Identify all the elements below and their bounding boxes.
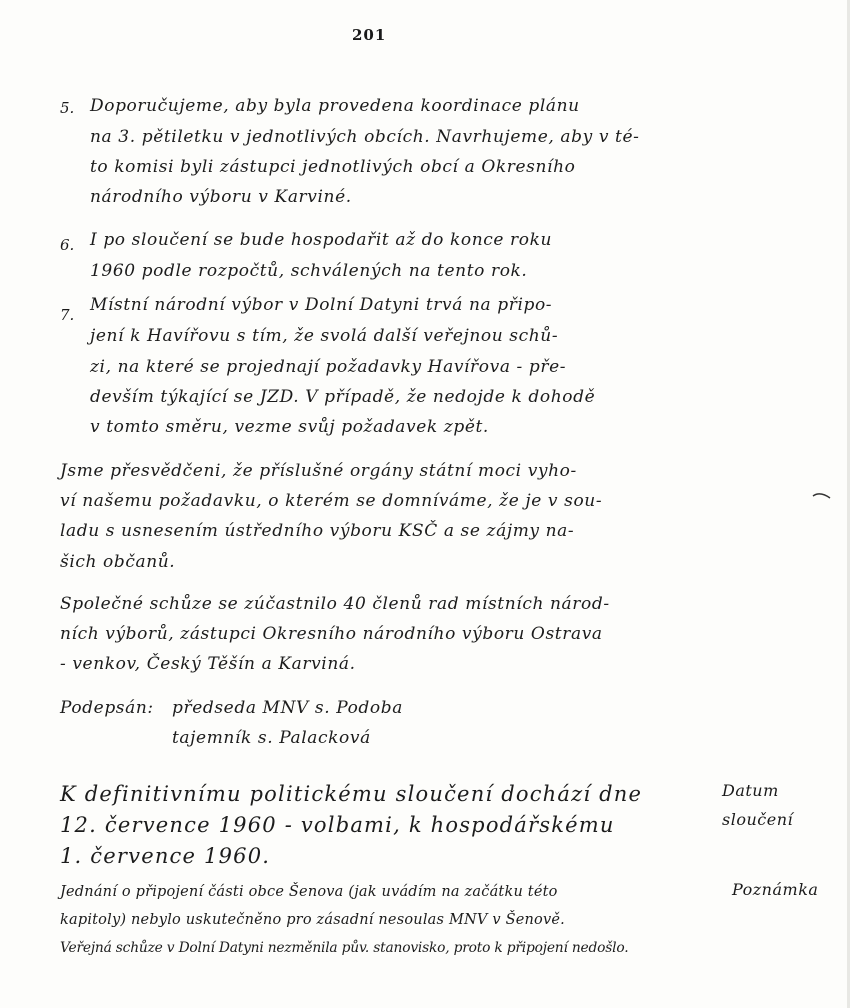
final-section-line: K definitivnímu politickému sloučení dochází dne [60,782,643,806]
paragraph-1-line: ví našemu požadavku, o kterém se domníváme, že je v sou- [60,491,603,511]
paragraph-1-line: Jsme přesvědčeni, že příslušné orgány státní moci vyho- [60,461,577,481]
margin-note-date: Datum [722,781,779,800]
paragraph-1-line: ladu s usnesením ústředního výboru KSČ a se zájmy na- [60,521,575,541]
item-5-line: národního výboru v Karviné. [90,187,352,207]
item-7-line: zi, na které se projednají požadavky Havířova - pře- [90,357,567,377]
note-line: Veřejná schůze v Dolní Datyni nezměnila pův. stanovisko, proto k připojení nedošlo. [60,940,629,956]
item-5-number: 5. [60,99,75,117]
paragraph-2-line: Společné schůze se zúčastnilo 40 členů rad místních národ- [60,594,610,614]
item-7-line: devším týkající se JZD. V případě, že nedojde k dohodě [90,387,596,407]
item-5-line: Doporučujeme, aby byla provedena koordinace plánu [90,96,580,116]
item-7-number: 7. [60,306,75,324]
item-6-number: 6. [60,236,75,254]
stray-mark [812,490,832,502]
note-line: kapitoly) nebylo uskutečněno pro zásadní nesoulas MNV v Šenově. [60,912,565,928]
margin-note-remark: Poznámka [732,880,819,899]
signature-secretary: tajemník s. Palacková [172,728,371,748]
paragraph-2-line: ních výborů, zástupci Okresního národního výboru Ostrava [60,624,603,644]
signature-chairman: předseda MNV s. Podoba [172,698,403,718]
item-5-line: to komisi byli zástupci jednotlivých obcí a Okresního [90,157,576,177]
paragraph-1-line: šich občanů. [60,552,176,572]
paragraph-2-line: - venkov, Český Těšín a Karviná. [60,654,356,674]
final-section-line: 12. července 1960 - volbami, k hospodářskému [60,813,615,837]
final-section-line: 1. července 1960. [60,844,271,868]
item-5-line: na 3. pětiletku v jednotlivých obcích. Navrhujeme, aby v té- [90,127,640,147]
note-line: Jednání o připojení části obce Šenova (jak uvádím na začátku této [60,884,558,900]
item-6-line: 1960 podle rozpočtů, schválených na tento rok. [90,261,528,281]
item-7-line: jení k Havířovu s tím, že svolá další veřejnou schů- [90,326,559,346]
margin-note-date: sloučení [722,810,794,829]
item-7-line: Místní národní výbor v Dolní Datyni trvá na připo- [90,295,553,315]
item-6-line: I po sloučení se bude hospodařit až do konce roku [90,230,553,250]
signature-label: Podepsán: [60,698,154,718]
item-7-line: v tomto směru, vezme svůj požadavek zpět. [90,417,489,437]
page-number: 201 [352,26,387,44]
